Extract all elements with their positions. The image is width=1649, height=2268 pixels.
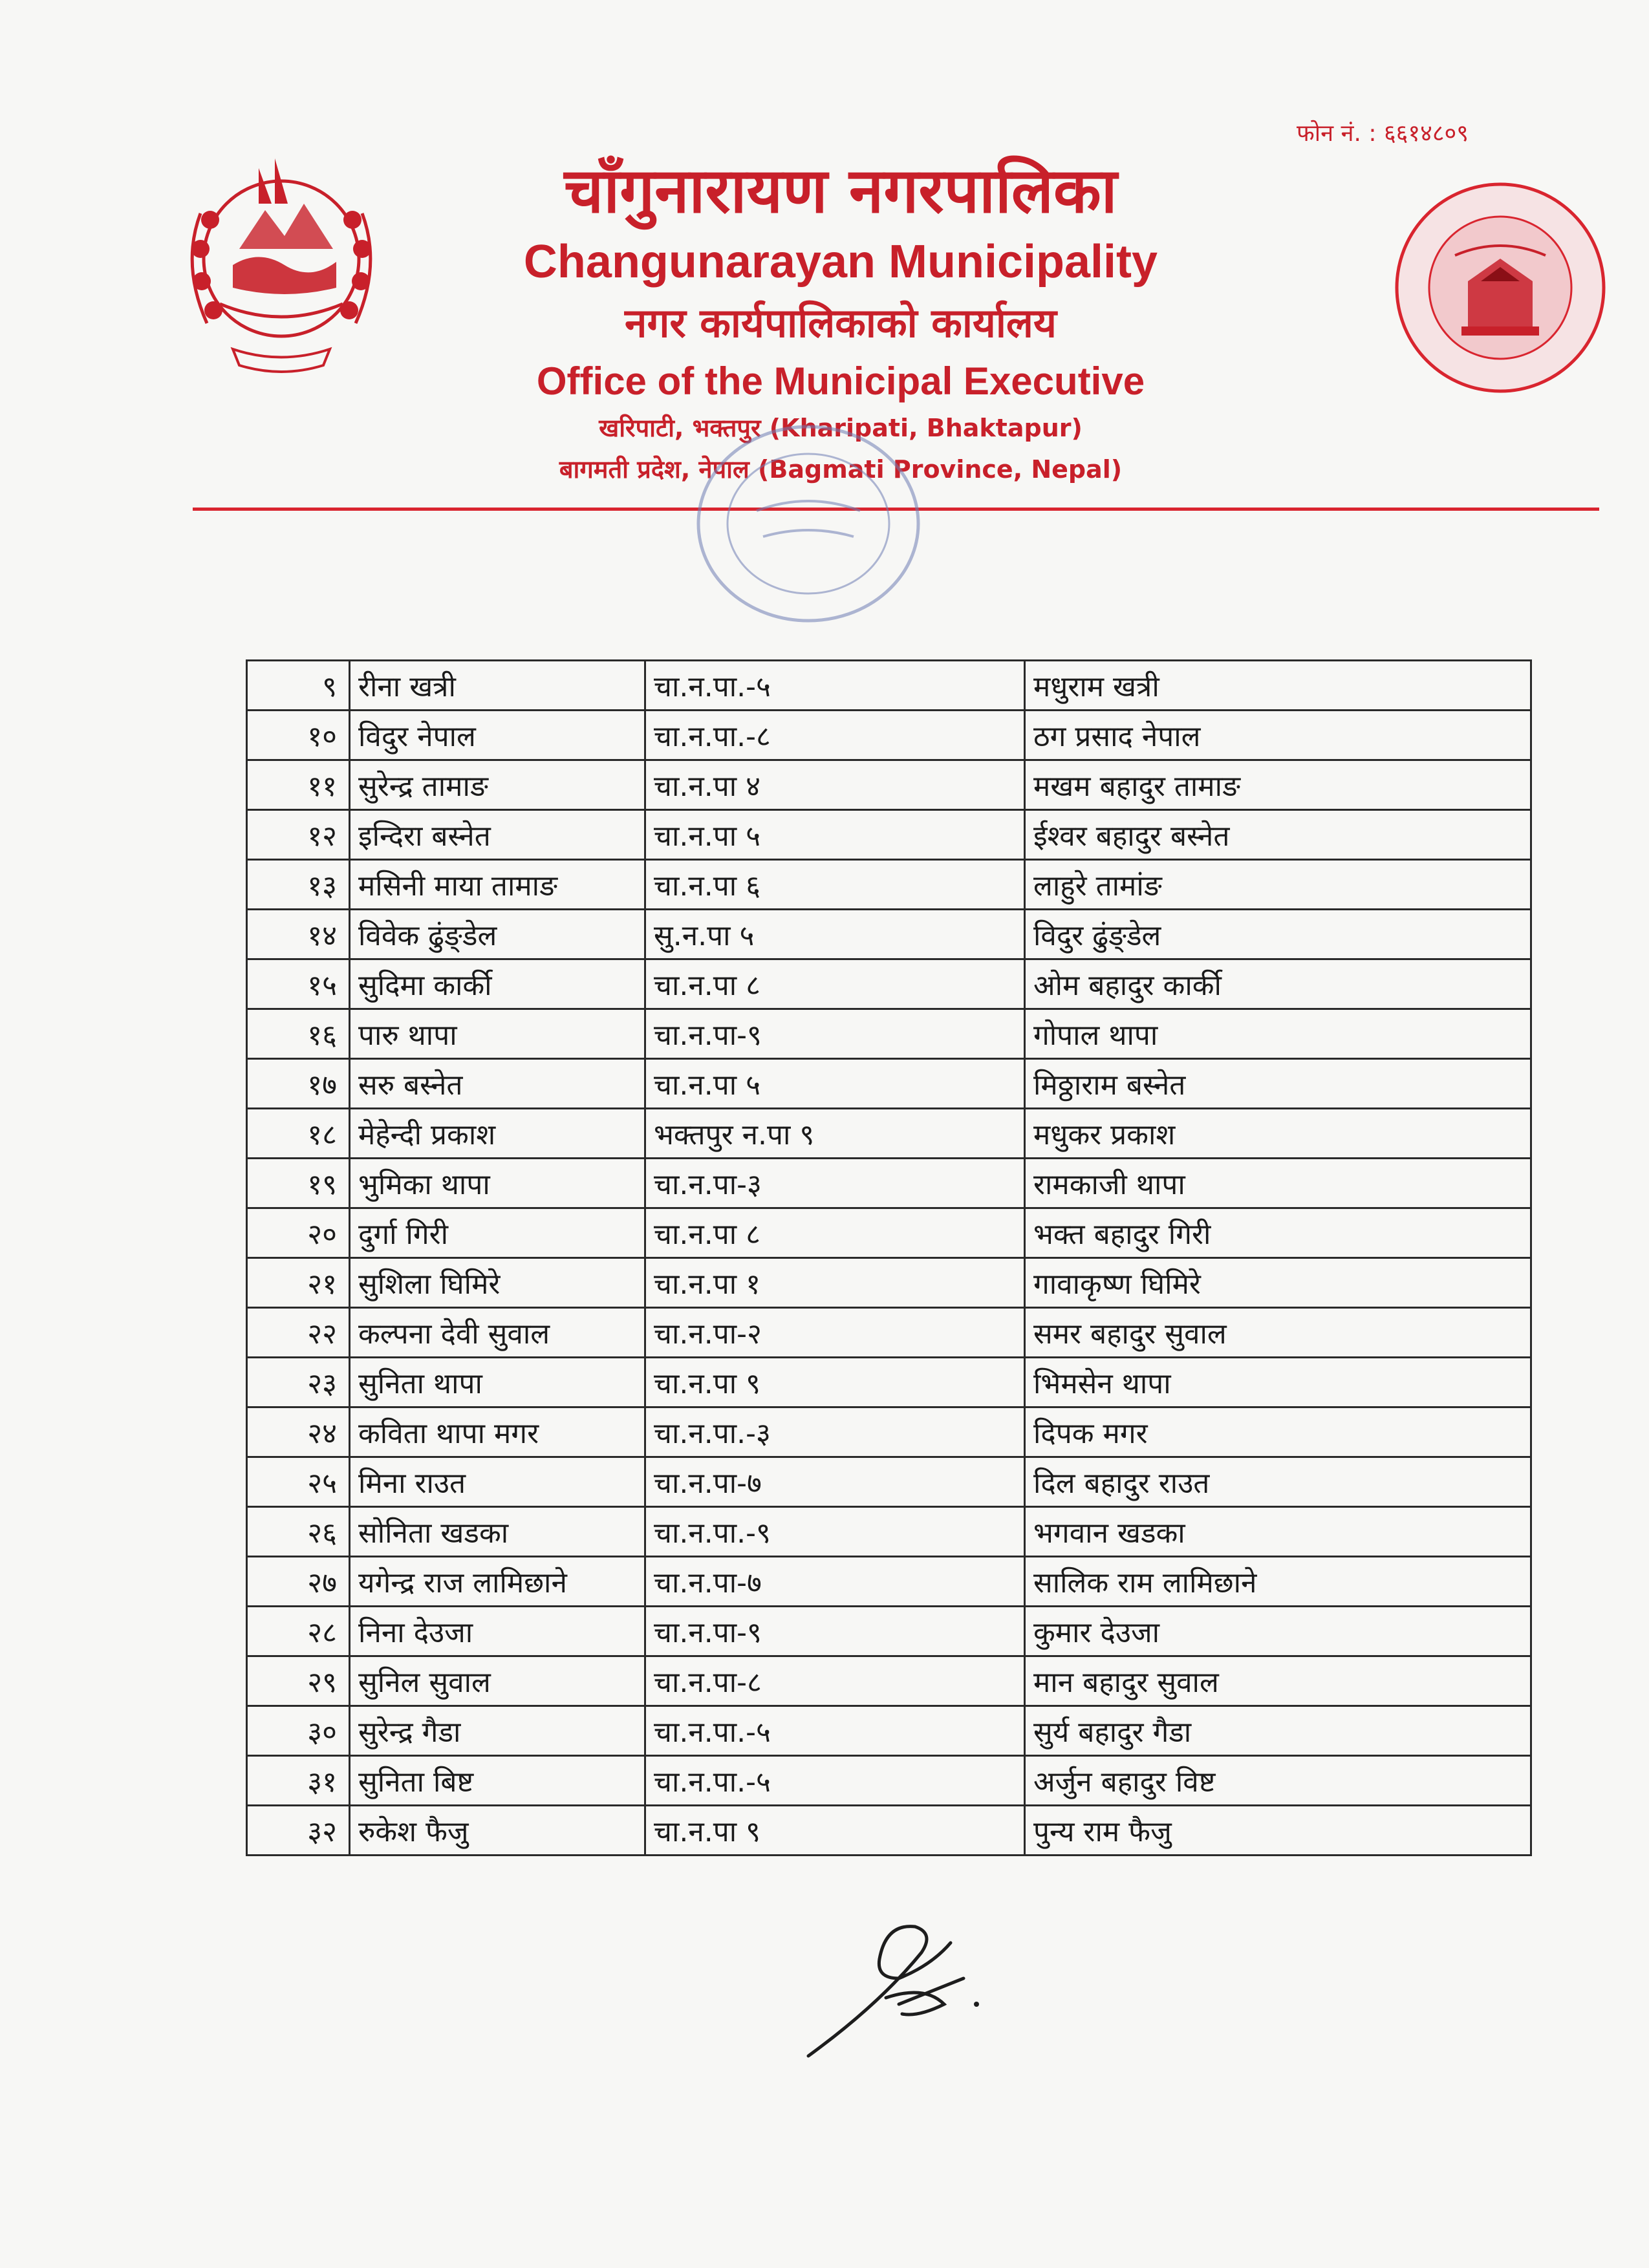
address-cell: चा.न.पा.-३ <box>645 1407 1025 1457</box>
serial-number-cell: ३१ <box>247 1756 350 1806</box>
parent-name-cell: मान बहादुर सुवाल <box>1025 1656 1531 1706</box>
parent-name-cell: मधुकर प्रकाश <box>1025 1109 1531 1159</box>
serial-number-cell: १३ <box>247 860 350 910</box>
table-row <box>247 1756 1531 1806</box>
parent-name-cell: दिपक मगर <box>1025 1407 1531 1457</box>
serial-number-cell: १६ <box>247 1009 350 1059</box>
table-row <box>247 910 1531 959</box>
office-name-english: Office of the Municipal Executive <box>536 359 1145 403</box>
name-cell: सुशिला घिमिरे <box>350 1258 645 1308</box>
office-stamp-icon <box>673 414 944 634</box>
address-cell: चा.न.पा-९ <box>645 1607 1025 1656</box>
signature-icon <box>789 1907 1035 2075</box>
address-cell: चा.न.पा ६ <box>645 860 1025 910</box>
table-row <box>247 1258 1531 1308</box>
parent-name-cell: गावाकृष्ण घिमिरे <box>1025 1258 1531 1308</box>
name-cell: विवेक ढुंङ्डेल <box>350 910 645 959</box>
serial-number-cell: २१ <box>247 1258 350 1308</box>
address-line-2: बागमती प्रदेश, नेपाल (Bagmati Province, Nepal) <box>559 455 1123 484</box>
table-row <box>247 1557 1531 1607</box>
table-row <box>247 760 1531 810</box>
address-cell: चा.न.पा-९ <box>645 1009 1025 1059</box>
serial-number-cell: २० <box>247 1208 350 1258</box>
name-cell: यगेन्द्र राज लामिछाने <box>350 1557 645 1607</box>
table-row <box>247 1308 1531 1358</box>
address-cell: चा.न.पा.-५ <box>645 1756 1025 1806</box>
parent-name-cell: रामकाजी थापा <box>1025 1159 1531 1208</box>
serial-number-cell: २७ <box>247 1557 350 1607</box>
name-cell: रीना खत्री <box>350 661 645 711</box>
address-cell: चा.न.पा-८ <box>645 1656 1025 1706</box>
address-cell: भक्तपुर न.पा ९ <box>645 1109 1025 1159</box>
serial-number-cell: १२ <box>247 810 350 860</box>
parent-name-cell: मधुराम खत्री <box>1025 661 1531 711</box>
serial-number-cell: ३० <box>247 1706 350 1756</box>
table-row <box>247 1806 1531 1856</box>
parent-name-cell: ईश्वर बहादुर बस्नेत <box>1025 810 1531 860</box>
serial-number-cell: २९ <box>247 1656 350 1706</box>
serial-number-cell: ३२ <box>247 1806 350 1856</box>
address-cell: चा.न.पा.-८ <box>645 711 1025 760</box>
serial-number-cell: २६ <box>247 1507 350 1557</box>
serial-number-cell: १० <box>247 711 350 760</box>
name-cell: कविता थापा मगर <box>350 1407 645 1457</box>
name-cell: सुनिल सुवाल <box>350 1656 645 1706</box>
name-cell: सुनिता थापा <box>350 1358 645 1407</box>
table-row <box>247 1607 1531 1656</box>
name-cell: सुरेन्द्र गैडा <box>350 1706 645 1756</box>
address-cell: चा.न.पा ८ <box>645 1208 1025 1258</box>
serial-number-cell: २३ <box>247 1358 350 1407</box>
parent-name-cell: गोपाल थापा <box>1025 1009 1531 1059</box>
table-row <box>247 1059 1531 1109</box>
applicant-list-body <box>247 661 1531 1856</box>
table-row <box>247 860 1531 910</box>
address-cell: चा.न.पा १ <box>645 1258 1025 1308</box>
parent-name-cell: समर बहादुर सुवाल <box>1025 1308 1531 1358</box>
parent-name-cell: कुमार देउजा <box>1025 1607 1531 1656</box>
address-cell: चा.न.पा-७ <box>645 1557 1025 1607</box>
address-cell: चा.न.पा ९ <box>645 1806 1025 1856</box>
parent-name-cell: दिल बहादुर राउत <box>1025 1457 1531 1507</box>
serial-number-cell: ११ <box>247 760 350 810</box>
address-cell: चा.न.पा ८ <box>645 959 1025 1009</box>
table-row <box>247 1507 1531 1557</box>
nepal-emblem-icon <box>162 142 401 388</box>
name-cell: पारु थापा <box>350 1009 645 1059</box>
address-line-1: खरिपाटी, भक्तपुर (Kharipati, Bhaktapur) <box>599 414 1083 442</box>
parent-name-cell: भिमसेन थापा <box>1025 1358 1531 1407</box>
serial-number-cell: २५ <box>247 1457 350 1507</box>
table-row <box>247 711 1531 760</box>
parent-name-cell: अर्जुन बहादुर विष्ट <box>1025 1756 1531 1806</box>
table-row <box>247 1208 1531 1258</box>
name-cell: मेहेन्दी प्रकाश <box>350 1109 645 1159</box>
name-cell: सुदिमा कार्की <box>350 959 645 1009</box>
parent-name-cell: ओम बहादुर कार्की <box>1025 959 1531 1009</box>
serial-number-cell: १९ <box>247 1159 350 1208</box>
parent-name-cell: ठग प्रसाद नेपाल <box>1025 711 1531 760</box>
name-cell: इन्दिरा बस्नेत <box>350 810 645 860</box>
serial-number-cell: १४ <box>247 910 350 959</box>
serial-number-cell: २८ <box>247 1607 350 1656</box>
parent-name-cell: सुर्य बहादुर गैडा <box>1025 1706 1531 1756</box>
address-cell: चा.न.पा ५ <box>645 810 1025 860</box>
serial-number-cell: २२ <box>247 1308 350 1358</box>
name-cell: सोनिता खडका <box>350 1507 645 1557</box>
address-cell: चा.न.पा.-५ <box>645 1706 1025 1756</box>
applicant-list-table <box>246 659 1532 1856</box>
table-row <box>247 1656 1531 1706</box>
table-row <box>247 959 1531 1009</box>
name-cell: विदुर नेपाल <box>350 711 645 760</box>
name-cell: निना देउजा <box>350 1607 645 1656</box>
serial-number-cell: ९ <box>247 661 350 711</box>
parent-name-cell: मखम बहादुर तामाङ <box>1025 760 1531 810</box>
address-cell: चा.न.पा ५ <box>645 1059 1025 1109</box>
table-row <box>247 810 1531 860</box>
parent-name-cell: भक्त बहादुर गिरी <box>1025 1208 1531 1258</box>
parent-name-cell: सालिक राम लामिछाने <box>1025 1557 1531 1607</box>
address-cell: चा.न.पा.-५ <box>645 661 1025 711</box>
address-cell: चा.न.पा-३ <box>645 1159 1025 1208</box>
table-row <box>247 1009 1531 1059</box>
table-row <box>247 1159 1531 1208</box>
municipality-name-nepali: चाँगुनारायण नगरपालिका <box>564 155 1117 227</box>
name-cell: दुर्गा गिरी <box>350 1208 645 1258</box>
address-cell: चा.न.पा ९ <box>645 1358 1025 1407</box>
serial-number-cell: १७ <box>247 1059 350 1109</box>
table-row <box>247 1358 1531 1407</box>
table-row <box>247 1457 1531 1507</box>
parent-name-cell: पुन्य राम फैजु <box>1025 1806 1531 1856</box>
address-cell: चा.न.पा.-९ <box>645 1507 1025 1557</box>
parent-name-cell: मिठ्ठाराम बस्नेत <box>1025 1059 1531 1109</box>
name-cell: भुमिका थापा <box>350 1159 645 1208</box>
address-cell: चा.न.पा-७ <box>645 1457 1025 1507</box>
name-cell: मिना राउत <box>350 1457 645 1507</box>
name-cell: सुरेन्द्र तामाङ <box>350 760 645 810</box>
table-row <box>247 1109 1531 1159</box>
municipality-name-english: Changunarayan Municipality <box>523 236 1158 288</box>
serial-number-cell: १८ <box>247 1109 350 1159</box>
address-cell: सु.न.पा ५ <box>645 910 1025 959</box>
serial-number-cell: १५ <box>247 959 350 1009</box>
table-row <box>247 661 1531 711</box>
parent-name-cell: लाहुरे तामांङ <box>1025 860 1531 910</box>
municipality-seal-icon <box>1390 178 1610 398</box>
name-cell: सरु बस्नेत <box>350 1059 645 1109</box>
name-cell: मसिनी माया तामाङ <box>350 860 645 910</box>
serial-number-cell: २४ <box>247 1407 350 1457</box>
office-name-nepali: नगर कार्यपालिकाको कार्यालय <box>625 299 1057 347</box>
name-cell: रुकेश फैजु <box>350 1806 645 1856</box>
name-cell: सुनिता बिष्ट <box>350 1756 645 1806</box>
parent-name-cell: विदुर ढुंङ्डेल <box>1025 910 1531 959</box>
parent-name-cell: भगवान खडका <box>1025 1507 1531 1557</box>
address-cell: चा.न.पा ४ <box>645 760 1025 810</box>
table-row <box>247 1706 1531 1756</box>
address-cell: चा.न.पा-२ <box>645 1308 1025 1358</box>
name-cell: कल्पना देवी सुवाल <box>350 1308 645 1358</box>
phone-number: फोन नं. : ६६१४८०९ <box>1297 120 1469 147</box>
table-row <box>247 1407 1531 1457</box>
